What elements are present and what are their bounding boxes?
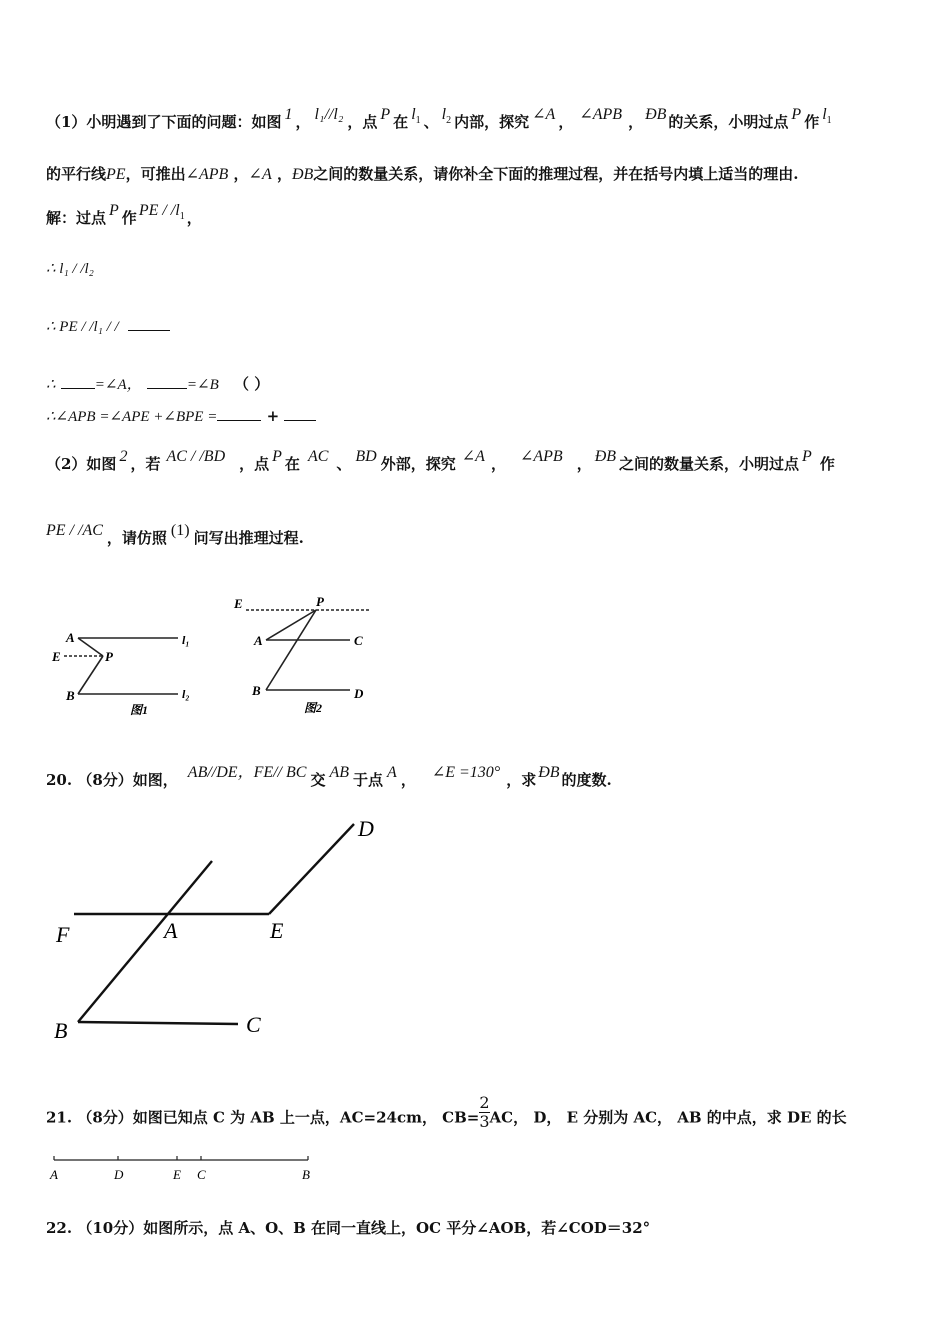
- reason-bracket[interactable]: （ ）: [233, 375, 270, 393]
- blank-5[interactable]: [284, 406, 316, 421]
- figure-2-diagram: [230, 592, 380, 718]
- label-E: E: [270, 918, 284, 943]
- fraction-two-thirds: $\frac{2}{3}$: [479, 1093, 490, 1131]
- label-D: D: [114, 1167, 124, 1182]
- blank-3[interactable]: [147, 374, 187, 389]
- line-BA: [78, 861, 212, 1022]
- blank-4[interactable]: [217, 406, 261, 421]
- label-B: B: [252, 683, 261, 698]
- label-A: A: [254, 633, 263, 648]
- label-B: B: [54, 1018, 68, 1043]
- proof-step-1: ∴ l₁ / /l₂: [46, 261, 94, 277]
- label-E: E: [173, 1167, 181, 1182]
- label-C: C: [197, 1167, 206, 1182]
- math-l1-parallel-l2: l₁//l₂: [314, 106, 344, 123]
- solution-intro: 解：过点 P 作 PE / $/l_1$ ，: [46, 202, 202, 227]
- segment-PB: [78, 656, 103, 694]
- label-P: P: [316, 594, 324, 609]
- label-E: E: [234, 596, 243, 611]
- proof-step-2: ∴ PE / /l₁ / /: [46, 316, 170, 337]
- label-D: D: [358, 816, 374, 841]
- question-21: 21. （8分）如图已知点 C 为 AB 上一点，AC=24cm， CB= $\frac{2}{3}$ AC， D， E 分别为 AC， AB 的中点，求 DE 的长: [46, 1093, 847, 1131]
- segment-AP: [266, 610, 316, 640]
- question-22: 22. （10分）如图所示，点 A、O、B 在同一直线上，OC 平分∠AOB，若∠COD＝32°: [46, 1219, 651, 1237]
- q19-part1-line1: （1）小明遇到了下面的问题：如图 1 ， l₁//l₂ ，点 P 在 $l_1$ 、 $l_2$ 内部，探究 ∠A ， ∠APB ， ÐB 的关系，小明过点 P 作 $l_1$: [46, 106, 832, 131]
- label-A: A: [50, 1167, 58, 1182]
- caption-fig2: 图2: [304, 701, 323, 715]
- figure-21-segment: [46, 1150, 326, 1186]
- label-E: E: [52, 649, 61, 664]
- label-A: A: [164, 918, 178, 943]
- label-P: P: [105, 649, 113, 664]
- label-C: C: [354, 633, 363, 648]
- proof-step-3: ∴ =∠A， =∠B （ ）: [46, 375, 270, 393]
- label-l1: l₁: [182, 633, 190, 647]
- proof-step-4: ∴∠APB =∠APE +∠BPE = +: [46, 406, 316, 427]
- blank-1[interactable]: [128, 316, 170, 331]
- label-C: C: [246, 1012, 261, 1037]
- label-l2: l₂: [182, 687, 190, 701]
- figure-ref: 1: [284, 106, 293, 123]
- label-F: F: [56, 922, 70, 947]
- q19-part2-line2: PE / /AC ，请仿照 (1) 问写出推理过程.: [46, 522, 304, 547]
- segment-PB: [266, 610, 316, 690]
- label-B: B: [66, 688, 75, 703]
- question-20: 20. （8分）如图， AB//DE，FE// BC 交 AB 于点 A ， ∠E =130° ，求 ÐB 的度数.: [46, 764, 612, 789]
- blank-2[interactable]: [61, 374, 95, 389]
- q19-part1-line2: 的平行线PE，可推出∠APB ，∠A ，ÐB之间的数量关系，请你补全下面的推理过程，并在括号内填上适当的理由.: [46, 165, 799, 183]
- label-B: B: [302, 1167, 310, 1182]
- segment-AP: [78, 638, 103, 656]
- q19-part2-line1: （2）如图 2 ，若 AC / /BD ，点 P 在 AC 、 BD 外部，探究 ∠A ， ∠APB ， ÐB 之间的数量关系，小明过点 P 作: [46, 448, 835, 473]
- figure-1-diagram: [48, 622, 208, 722]
- caption-fig1: 图1: [130, 703, 149, 717]
- ray-BC: [78, 1022, 238, 1024]
- label-A: A: [66, 630, 75, 645]
- ray-ED: [269, 824, 354, 914]
- figure-20-diagram: [46, 812, 386, 1048]
- label-D: D: [354, 686, 364, 701]
